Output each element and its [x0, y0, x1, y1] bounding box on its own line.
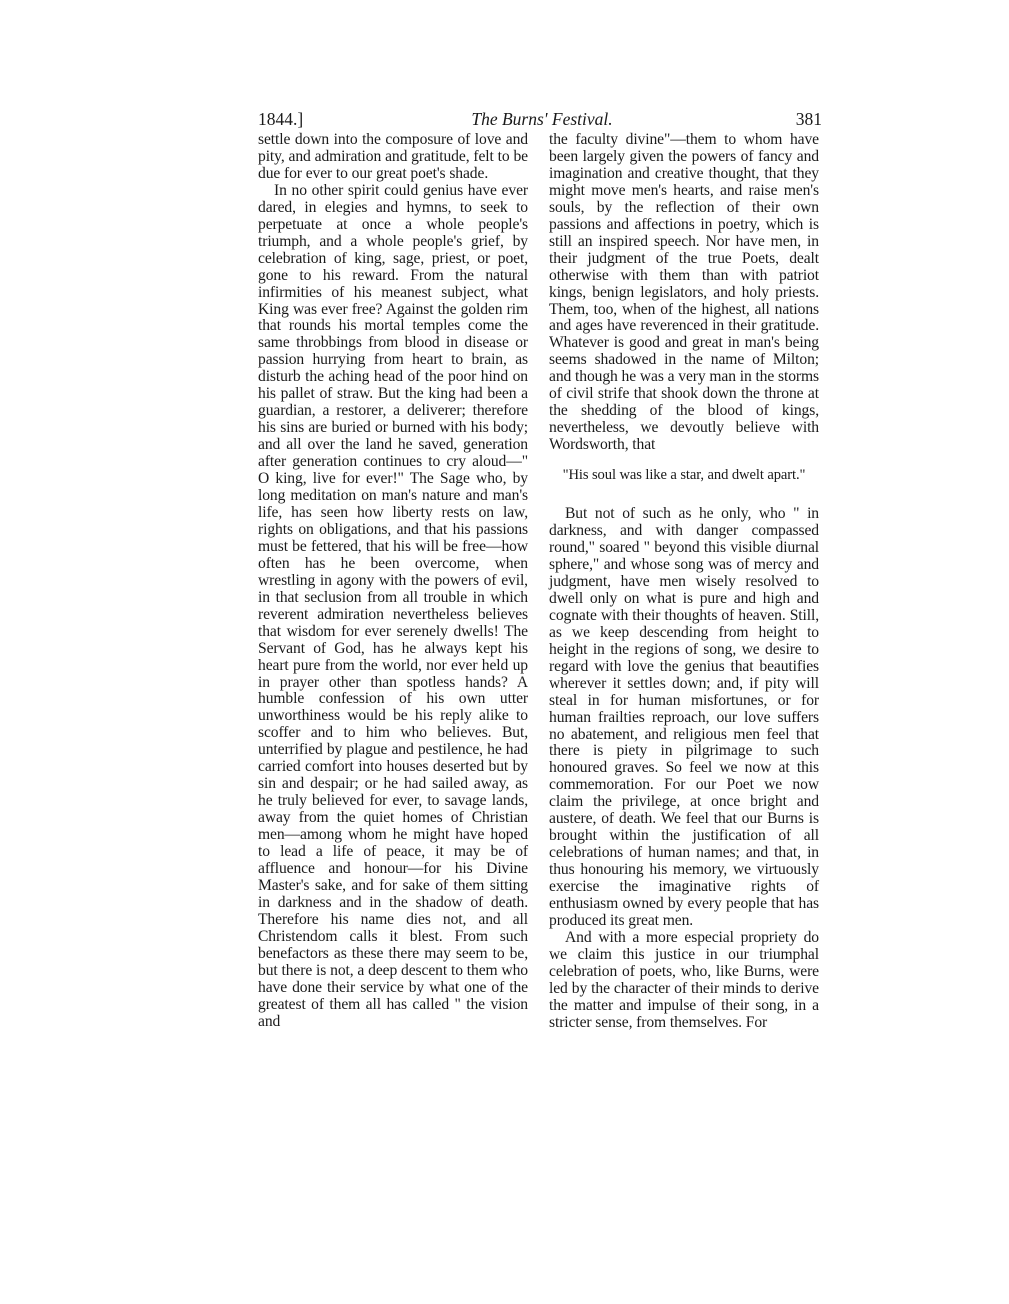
left-paragraph-1: settle down into the composure of love and pity, and admiration and gratitude, felt to be due for ever to our great poet's shade. — [258, 131, 528, 182]
right-paragraph-1: the faculty divine"—them to whom have been largely given the powers of fancy and imagination and creative thought, that they might move men's hearts, and raise men's souls, by the reflection of their own passions and affections in poetry, which is still an inspired speech. Nor have men, in their judgment of the true Poets, dealt otherwise with them than with patriot kings, benign legislators, and holy priests. Them, too, when of the highest, all nations and ages have reverenced in their gratitude. Whatever is good and great in man's being seems shadowed in the name of Milton; and though he was a very man in the storms of civil strife that shook down the throne at the shedding of the blood of kings, nevertheless, we devoutly believe with Wordsworth, that — [549, 131, 819, 454]
header-title: The Burns' Festival. — [471, 109, 613, 129]
header-date: 1844.] — [258, 109, 304, 129]
left-column — [258, 132, 528, 1031]
running-head — [258, 107, 822, 131]
left-paragraph-2: In no other spirit could genius have ever dared, in elegies and hymns, to seek to perpetuate at once a whole people's triumph, and a whole people's grief, by celebration of king, sage, priest, or poet, gone to his reward. From the natural infirmities of his meanest subject, what King was ever free? Against the golden rim that rounds his mortal temples come the same throbbings from blood in disease or passion hurrying from heart to brain, as disturb the aching head of the poor hind on his pallet of straw. But the king had been a guardian, a restorer, a deliverer; therefore his sins are buried or burned with his body; and all over the land he saved, generation after generation continues to cry aloud—" O king, live for ever!" The Sage who, by long meditation on man's nature and man's life, has seen how liberty rests on law, rights on obligations, and that his passions must be fettered, that his will be free—how often has he been overcome, when wrestling in agony with the powers of evil, in that seclusion from all trouble in which reverent admiration nevertheless believes that wisdom for ever serenely dwells! The Servant of God, has he always kept his heart pure from the world, nor ever held up in prayer other than spotless hands? A humble confession of his own utter unworthiness would be his reply alike to scoffer and to him who believes. But, unterrified by plague and pestilence, he had carried comfort into houses deserted but by sin and despair; or he had sailed away, as he truly believed for ever, to savage lands, away from the quiet homes of Christian men—among whom he might have hoped to lead a life of peace, it may be of affluence and honour—for his Divine Master's sake, and for sake of them sitting in darkness and in the shadow of death. Therefore his name dies not, and all Christendom calls it blest. From such benefactors as these there may seem to be, but there is not, a deep descent to them who have done their service by what one of the greatest of them all has called " the vision and — [258, 181, 528, 1030]
wordsworth-quote: "His soul was like a star, and dwelt apart." — [562, 467, 806, 484]
page-number: 381 — [795, 109, 822, 129]
right-column — [549, 132, 819, 1032]
right-paragraph-2: But not of such as he only, who " in darkness, and with danger compassed round," soared " beyond this visible diurnal sphere," and whose song was of mercy and judgment, have men wisely resolved to dwell only on what is pure and high and cognate with their thoughts of heaven. Still, as we keep descending from height to height in the regions of song, we desire to regard with love the genius that beautifies wherever it settles down; and, if pity will steal in for human misfortunes, or for human frailties reproach, our love suffers no abatement, and religious men feel that there is piety in pilgrimage to such honoured graves. So feel we now at this commemoration. For our Poet we now claim the privilege, at once bright and austere, of death. We feel that our Burns is brought within the justification of all celebrations of human names; and that, in thus honouring his memory, we virtuously exercise the imaginative rights of enthusiasm owned by every people that has produced its great men. — [549, 505, 819, 929]
right-paragraph-3: And with a more especial propriety do we claim this justice in our triumphal celebration of poets, who, like Burns, were led by the character of their minds to derive the matter and impulse of their song, in a stricter sense, from themselves. For — [549, 928, 819, 1031]
